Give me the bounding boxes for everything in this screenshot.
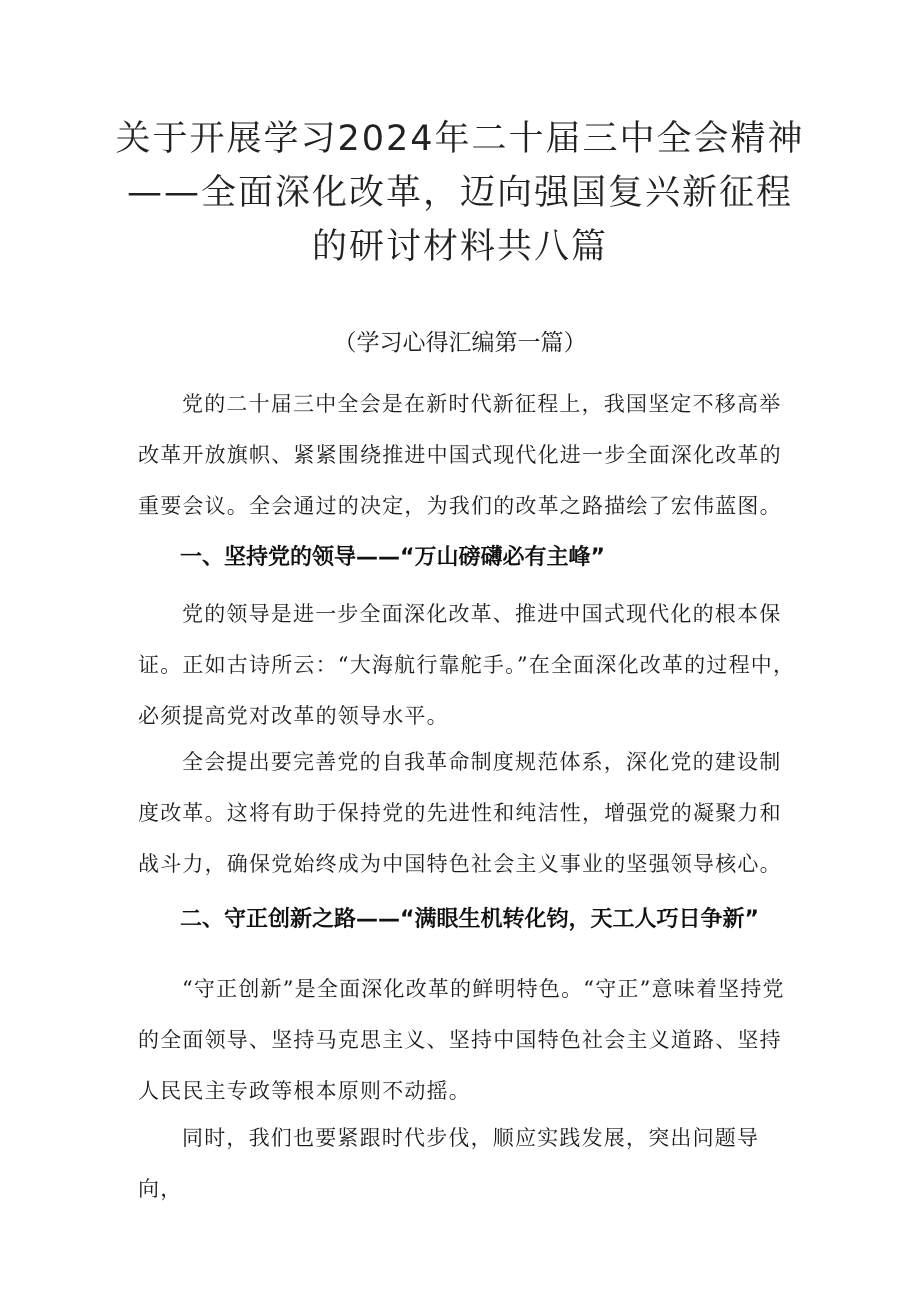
paragraph-keep-pace: 同时，我们也要紧跟时代步伐，顺应实践发展，突出问题导向， xyxy=(138,1126,760,1201)
document-title xyxy=(100,112,820,274)
paragraph-intro: 党的二十届三中全会是在新时代新征程上，我国坚定不移高举改革开放旗帜、紧紧围绕推进中国式现代化进一步全面深化改革的重要会议。全会通过的决定，为我们的改革之路描绘了宏伟蓝图。 xyxy=(138,392,782,518)
document-subtitle: （学习心得汇编第一篇） xyxy=(333,330,587,356)
paragraph-leadership: 党的领导是进一步全面深化改革、推进中国式现代化的根本保证。正如古诗所云：“大海航行靠舵手。”在全面深化改革的过程中，必须提高党对改革的领导水平。 xyxy=(138,602,796,728)
section-heading-1: 一、坚持党的领导——“万山磅礴必有主峰” xyxy=(180,545,605,570)
title-line-1: 关于开展学习2024年二十届三中全会精神 xyxy=(115,119,805,159)
title-line-2: ——全面深化改革，迈向强国复兴新征程 xyxy=(126,173,793,213)
paragraph-innovation: “守正创新”是全面深化改革的鲜明特色。“守正”意味着坚持党的全面领导、坚持马克思主义、坚持中国特色社会主义道路、坚持人民民主专政等根本原则不动摇。 xyxy=(138,977,785,1103)
title-line-3: 的研讨材料共八篇 xyxy=(311,227,608,267)
section-heading-2: 二、守正创新之路——“满眼生机转化钧，天工人巧日争新” xyxy=(180,907,759,932)
paragraph-self-revolution: 全会提出要完善党的自我革命制度规范体系，深化党的建设制度改革。这将有助于保持党的先进性和纯洁性，增强党的凝聚力和战斗力，确保党始终成为中国特色社会主义事业的坚强领导核心。 xyxy=(138,750,782,876)
